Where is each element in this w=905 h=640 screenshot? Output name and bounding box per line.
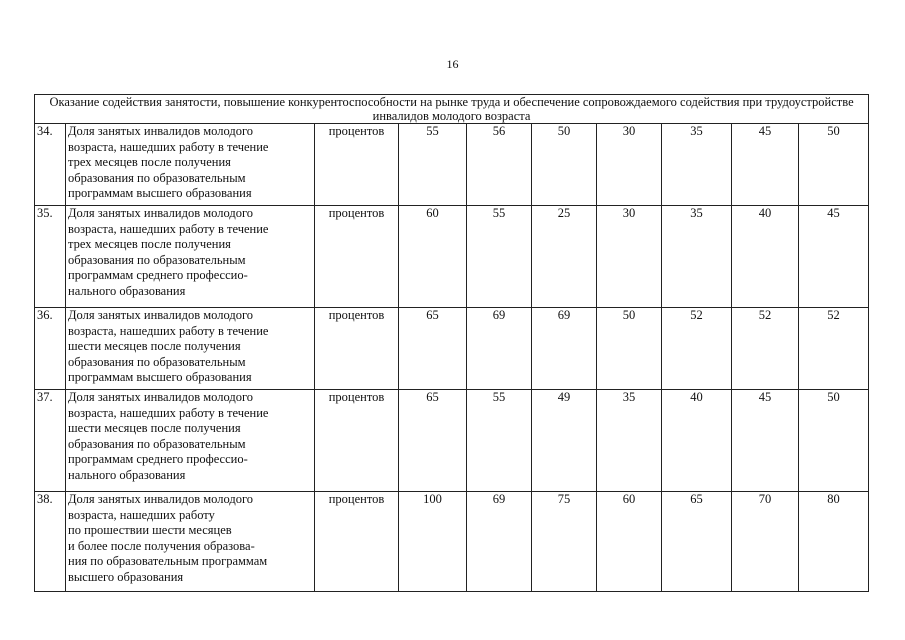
value-cell: 65 (399, 390, 467, 492)
description-line: шести месяцев после получения (68, 421, 241, 435)
value-cell: 50 (799, 390, 869, 492)
description-line: образования по образовательным (68, 170, 246, 185)
value-cell: 70 (732, 492, 799, 592)
row-number: 35. (35, 206, 66, 308)
page-number: 16 (446, 57, 459, 71)
description-line: программам высшего образования (68, 370, 252, 384)
description-line: возраста, нашедших работу в течение (68, 405, 269, 420)
description-line: возраста, нашедших работу (68, 507, 215, 522)
description-line: образования по образовательным (68, 252, 246, 267)
section-title: Оказание содействия занятости, повышение конкурентоспособности на рынке труда и обеспечение сопровождаемого содействия при трудоустройстве инвалидов молодого возраста (35, 95, 869, 124)
value-cell: 40 (732, 206, 799, 308)
value-cell: 45 (732, 124, 799, 206)
unit-cell: процентов (315, 390, 399, 492)
value-cell: 55 (399, 124, 467, 206)
indicator-description (66, 308, 315, 390)
description-line: шести месяцев после получения (68, 339, 241, 353)
value-cell: 60 (399, 206, 467, 308)
value-cell: 60 (597, 492, 662, 592)
description-line: программам среднего профессио- (68, 268, 248, 282)
description-line: программам высшего образования (68, 186, 252, 200)
description-line: Доля занятых инвалидов молодого (68, 124, 254, 138)
value-cell: 55 (467, 206, 532, 308)
row-number: 38. (35, 492, 66, 592)
table-row (35, 390, 869, 492)
indicators-table (34, 94, 869, 592)
unit-cell: процентов (315, 492, 399, 592)
table-row (35, 124, 869, 206)
value-cell: 30 (597, 206, 662, 308)
description-line: трех месяцев после получения (68, 155, 231, 169)
value-cell: 100 (399, 492, 467, 592)
description-line: возраста, нашедших работу в течение (68, 323, 269, 338)
description-line: Доля занятых инвалидов молодого (68, 390, 254, 404)
row-number: 37. (35, 390, 66, 492)
table-row (35, 206, 869, 308)
indicator-description (66, 492, 315, 592)
value-cell: 45 (799, 206, 869, 308)
value-cell: 30 (597, 124, 662, 206)
value-cell: 52 (732, 308, 799, 390)
description-line: образования по образовательным (68, 436, 246, 451)
description-line: ния по образовательным программам (68, 554, 268, 568)
value-cell: 56 (467, 124, 532, 206)
description-line: Доля занятых инвалидов молодого (68, 206, 254, 220)
description-line: нального образования (68, 283, 186, 298)
description-line: программам среднего профессио- (68, 452, 248, 466)
value-cell: 35 (662, 206, 732, 308)
value-cell: 52 (662, 308, 732, 390)
row-number: 34. (35, 124, 66, 206)
table-row (35, 308, 869, 390)
value-cell: 69 (467, 492, 532, 592)
value-cell: 35 (597, 390, 662, 492)
table-row (35, 492, 869, 592)
value-cell: 69 (467, 308, 532, 390)
description-line: Доля занятых инвалидов молодого (68, 492, 254, 506)
indicator-description (66, 124, 315, 206)
description-line: Доля занятых инвалидов молодого (68, 308, 254, 322)
unit-cell: процентов (315, 124, 399, 206)
value-cell: 75 (532, 492, 597, 592)
description-line: трех месяцев после получения (68, 237, 231, 251)
value-cell: 25 (532, 206, 597, 308)
description-line: возраста, нашедших работу в течение (68, 139, 269, 154)
value-cell: 65 (662, 492, 732, 592)
value-cell: 55 (467, 390, 532, 492)
description-line: и более после получения образова- (68, 538, 255, 553)
value-cell: 65 (399, 308, 467, 390)
indicator-description (66, 206, 315, 308)
unit-cell: процентов (315, 308, 399, 390)
description-line: по прошествии шести месяцев (68, 523, 232, 537)
value-cell: 35 (662, 124, 732, 206)
indicator-description (66, 390, 315, 492)
value-cell: 52 (799, 308, 869, 390)
section-header-row (35, 95, 869, 124)
value-cell: 69 (532, 308, 597, 390)
value-cell: 40 (662, 390, 732, 492)
row-number: 36. (35, 308, 66, 390)
value-cell: 50 (532, 124, 597, 206)
unit-cell: процентов (315, 206, 399, 308)
description-line: нального образования (68, 467, 186, 482)
value-cell: 45 (732, 390, 799, 492)
value-cell: 80 (799, 492, 869, 592)
value-cell: 50 (597, 308, 662, 390)
description-line: возраста, нашедших работу в течение (68, 221, 269, 236)
value-cell: 50 (799, 124, 869, 206)
description-line: высшего образования (68, 569, 184, 584)
value-cell: 49 (532, 390, 597, 492)
description-line: образования по образовательным (68, 354, 246, 369)
